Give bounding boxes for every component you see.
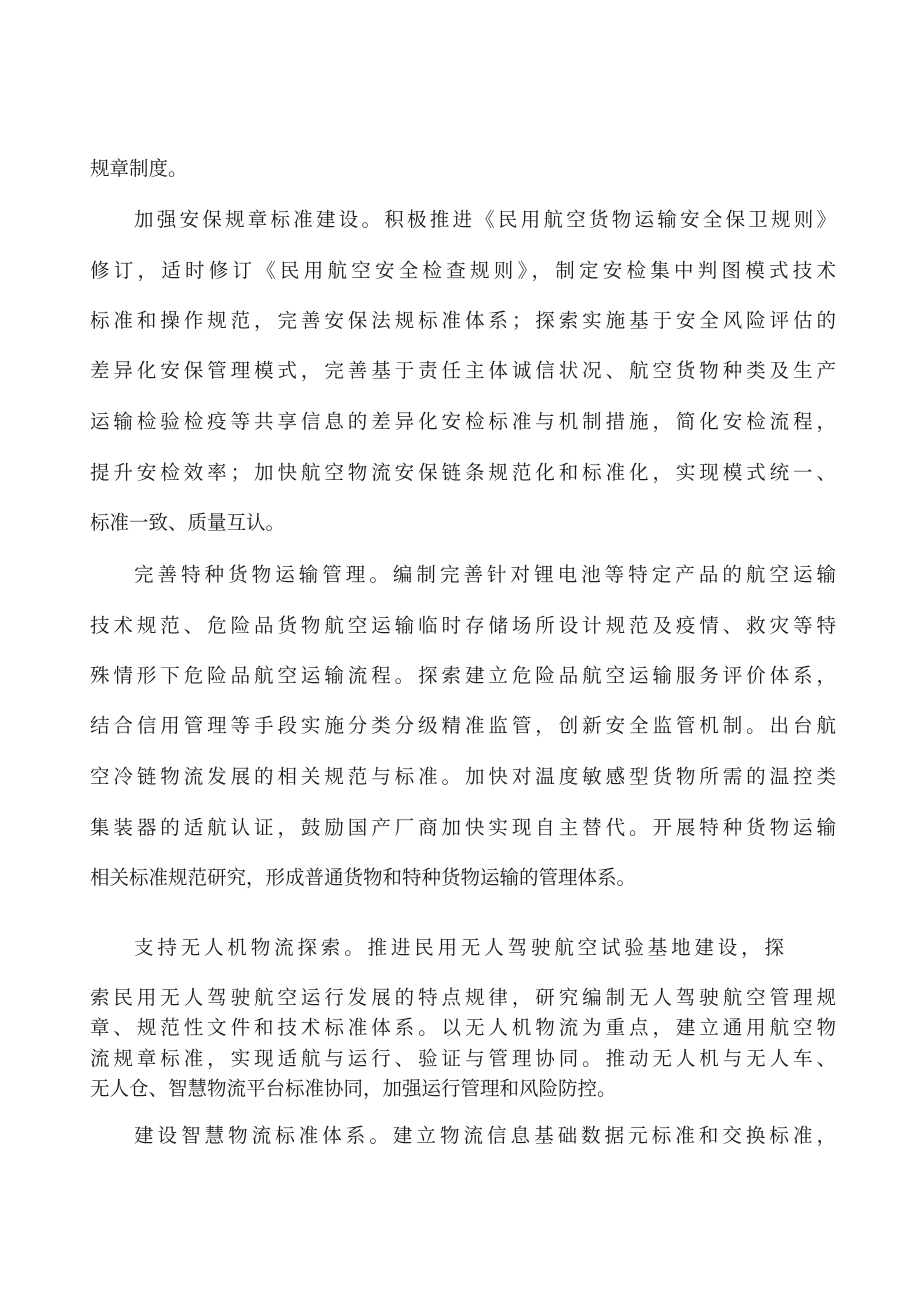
text-line: 无人仓、智慧物流平台标准协同，加强运行管理和风险防控。 — [90, 1077, 617, 1100]
text-line: 标准和操作规范，完善安保法规标准体系；探索实施基于安全风险评估的 — [90, 309, 836, 332]
paragraph-first-line: 完善特种货物运输管理。编制完善针对锂电池等特定产品的航空运输 — [134, 563, 836, 586]
text-line: 集装器的适航认证，鼓励国产厂商加快实现自主替代。开展特种货物运输 — [90, 816, 836, 839]
paragraph-first-line: 加强安保规章标准建设。积极推进《民用航空货物运输安全保卫规则》 — [134, 208, 836, 231]
text-line: 章、规范性文件和技术标准体系。以无人机物流为重点，建立通用航空物 — [90, 1016, 836, 1039]
text-line: 提升安检效率；加快航空物流安保链条规范化和标准化，实现模式统一、 — [90, 461, 836, 484]
text-line: 修订，适时修订《民用航空安全检查规则》，制定安检集中判图模式技术 — [90, 259, 836, 282]
text-line: 空冷链物流发展的相关规范与标准。加快对温度敏感型货物所需的温控类 — [90, 765, 836, 788]
text-line: 运输检验检疫等共享信息的差异化安检标准与机制措施，简化安检流程， — [90, 410, 836, 433]
text-line: 殊情形下危险品航空运输流程。探索建立危险品航空运输服务评价体系， — [90, 664, 836, 687]
text-line: 结合信用管理等手段实施分类分级精准监管，创新安全监管机制。出台航 — [90, 714, 836, 737]
text-line: 流规章标准，实现适航与运行、验证与管理协同。推动无人机与无人车、 — [90, 1047, 836, 1070]
text-line: 相关标准规范研究，形成普通货物和特种货物运输的管理体系。 — [90, 866, 637, 889]
text-line: 差异化安保管理模式，完善基于责任主体诚信状况、航空货物种类及生产 — [90, 359, 836, 382]
text-line: 规章制度。 — [90, 157, 188, 180]
paragraph-first-line: 支持无人机物流探索。推进民用无人驾驶航空试验基地建设，探 — [134, 936, 784, 959]
text-line: 技术规范、危险品货物航空运输临时存储场所设计规范及疫情、救灾等特 — [90, 614, 836, 637]
text-line: 索民用无人驾驶航空运行发展的特点规律，研究编制无人驾驶航空管理规 — [90, 986, 836, 1009]
text-line: 标准一致、质量互认。 — [90, 511, 286, 534]
paragraph-first-line: 建设智慧物流标准体系。建立物流信息基础数据元标准和交换标准， — [134, 1124, 836, 1147]
